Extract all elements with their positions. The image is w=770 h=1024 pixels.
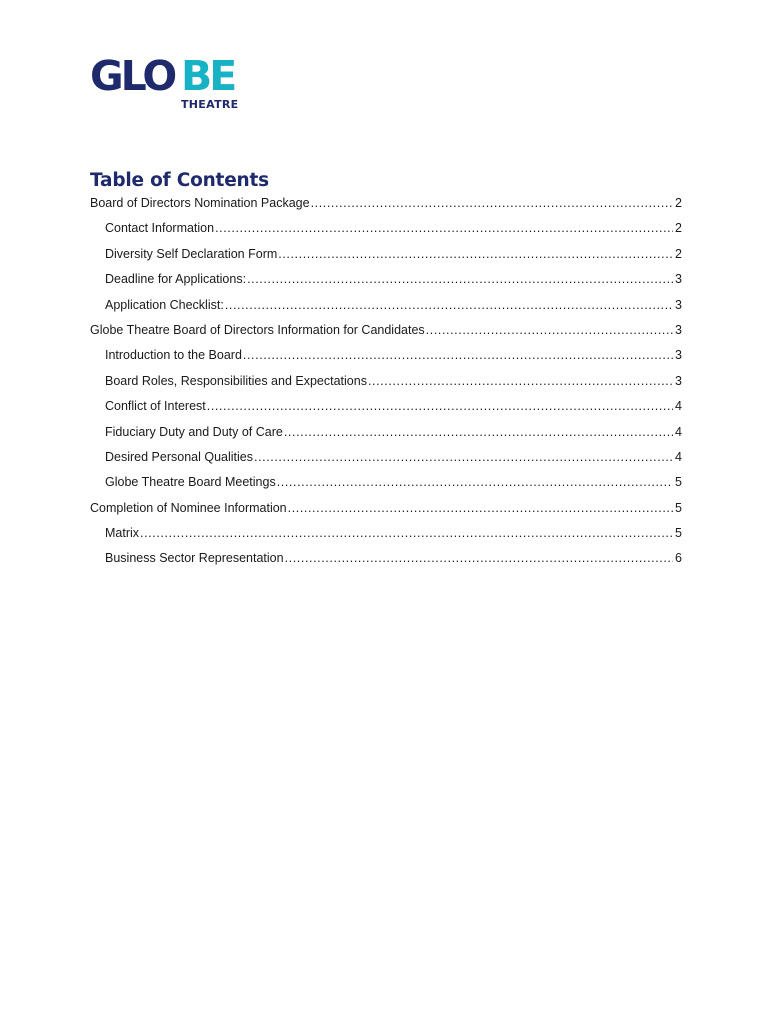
toc-entry-label: Contact Information	[105, 221, 215, 236]
toc-page-number: 4	[675, 449, 682, 464]
toc-entry[interactable]	[90, 247, 682, 272]
toc-entry-label: Application Checklist:	[105, 297, 224, 312]
toc-entry-label: Board of Directors Nomination Package	[90, 196, 310, 210]
toc-page-number: 2	[675, 246, 682, 261]
toc-entry-label: Board Roles, Responsibilities and Expectations	[105, 373, 367, 388]
toc-page-number: 2	[675, 221, 682, 236]
toc-entry-label: Fiduciary Duty and Duty of Care	[105, 424, 283, 439]
toc-entry-label: Completion of Nominee Information	[90, 500, 287, 515]
toc-entry[interactable]	[90, 501, 682, 526]
toc-entry[interactable]	[90, 374, 682, 399]
toc-page-number: 4	[675, 424, 682, 439]
toc-entry-label: Desired Personal Qualities	[105, 449, 253, 464]
toc-entry[interactable]	[90, 399, 682, 424]
globe-theatre-logo	[90, 54, 250, 112]
dot-leader	[288, 501, 673, 515]
toc-entry[interactable]	[90, 425, 682, 450]
dot-leader	[426, 323, 673, 337]
toc-page-number: 3	[675, 297, 682, 312]
toc-entry[interactable]	[90, 526, 682, 551]
toc-entry[interactable]	[90, 272, 682, 297]
dot-leader	[285, 551, 673, 565]
dot-leader	[207, 399, 673, 413]
toc-page-number: 6	[675, 551, 682, 566]
dot-leader	[368, 374, 673, 388]
toc-entry[interactable]	[90, 196, 682, 221]
toc-page-number: 3	[675, 322, 682, 337]
dot-leader	[215, 221, 673, 235]
toc-entry[interactable]	[90, 450, 682, 475]
toc-heading: Table of Contents	[90, 170, 269, 191]
toc-entry-label: Globe Theatre Board of Directors Information for Candidates	[90, 322, 425, 337]
svg-text:GLO: GLO	[90, 54, 175, 100]
dot-leader	[277, 475, 673, 489]
toc-entry[interactable]	[90, 551, 682, 576]
toc-entry[interactable]	[90, 221, 682, 246]
toc-entry-label: Globe Theatre Board Meetings	[105, 475, 276, 490]
toc-entry-label: Diversity Self Declaration Form	[105, 246, 278, 261]
toc-entry-label: Matrix	[105, 526, 140, 541]
dot-leader	[254, 450, 673, 464]
svg-text:BE: BE	[181, 54, 235, 100]
toc-page-number: 4	[675, 399, 682, 414]
toc-entry[interactable]	[90, 348, 682, 373]
toc-entry[interactable]	[90, 323, 682, 348]
toc-page-number: 3	[675, 348, 682, 363]
toc-page-number: 2	[675, 196, 682, 210]
toc-entry-label: Conflict of Interest	[105, 399, 206, 414]
dot-leader	[140, 526, 673, 540]
toc-entry-label: Deadline for Applications:	[105, 272, 247, 287]
dot-leader	[225, 298, 673, 312]
toc-page-number: 5	[675, 500, 682, 515]
toc-list	[90, 196, 682, 577]
toc-entry-label: Introduction to the Board	[105, 348, 242, 363]
dot-leader	[284, 425, 673, 439]
toc-entry[interactable]	[90, 298, 682, 323]
dot-leader	[243, 348, 673, 362]
dot-leader	[247, 272, 673, 286]
dot-leader	[311, 196, 673, 210]
svg-text:THEATRE: THEATRE	[181, 98, 239, 111]
toc-page-number: 5	[675, 475, 682, 490]
dot-leader	[278, 247, 673, 261]
toc-page-number: 5	[675, 526, 682, 541]
toc-entry[interactable]	[90, 475, 682, 500]
toc-entry-label: Business Sector Representation	[105, 551, 284, 566]
toc-page-number: 3	[675, 373, 682, 388]
toc-page-number: 3	[675, 272, 682, 287]
